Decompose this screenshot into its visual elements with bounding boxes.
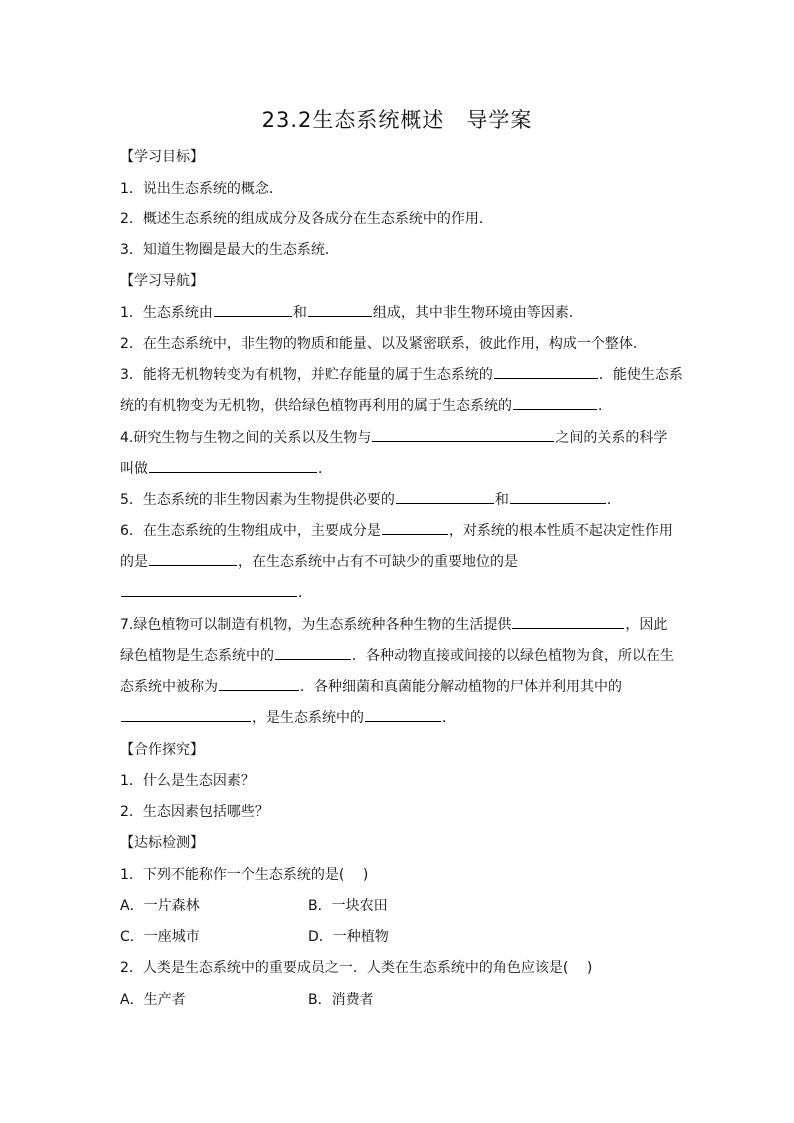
question-text: ，是生态系统中的 xyxy=(252,710,364,726)
nav-question-7-end xyxy=(120,707,680,727)
question-text: ，在生态系统中占有不可缺少的重要地位的是 xyxy=(238,554,518,570)
question-text: 叫做 xyxy=(120,461,148,477)
nav-question-6-end xyxy=(120,582,680,602)
goal-item: 3．知道生物圈是最大的生态系统． xyxy=(120,242,339,258)
nav-question-4 xyxy=(120,427,680,447)
section-heading-test: 【达标检测】 xyxy=(120,835,204,851)
test-question-2-options xyxy=(120,989,680,1009)
question-text: 和 xyxy=(494,492,509,508)
explore-question: 1．什么是生态因素？ xyxy=(120,773,255,789)
question-text: 和 xyxy=(292,305,307,321)
answer-blank[interactable] xyxy=(494,364,598,379)
test-question-1-options xyxy=(120,895,680,915)
question-text: ，对系统的根本性质不起决定性作用 xyxy=(448,523,673,539)
page-title: 23.2生态系统概述 导学案 xyxy=(261,108,533,132)
question-text: ． xyxy=(442,710,456,726)
question-text: ，因此 xyxy=(625,617,668,633)
nav-question-6 xyxy=(120,520,680,540)
question-text: 7.绿色植物可以制造有机物，为生态系统种各种生物的生活提供 xyxy=(120,617,512,633)
answer-blank[interactable] xyxy=(149,551,237,566)
answer-blank[interactable] xyxy=(219,676,299,691)
question-text: ．能使生态系 xyxy=(598,367,683,383)
section-heading-explore: 【合作探究】 xyxy=(120,742,204,758)
question-text: ．各种细菌和真菌能分解动植物的尸体并利用其中的 xyxy=(300,679,622,695)
answer-blank[interactable] xyxy=(372,427,554,442)
test-question-1-options xyxy=(120,926,680,946)
option-a[interactable]: A．生产者 xyxy=(120,992,186,1008)
question-text: 的是 xyxy=(120,554,148,570)
section-heading-goals: 【学习目标】 xyxy=(120,149,204,165)
question-text: 3．能将无机物转变为有机物，并贮存能量的属于生态系统的 xyxy=(120,367,493,383)
question-text: 之间的关系的科学 xyxy=(555,430,668,446)
option-c[interactable]: C．一座城市 xyxy=(120,929,200,945)
answer-blank[interactable] xyxy=(512,614,624,629)
nav-question-7-cont xyxy=(120,676,680,696)
option-d[interactable]: D．一种植物 xyxy=(308,929,389,945)
nav-question-7 xyxy=(120,614,680,634)
test-question-1: 1．下列不能称作一个生态系统的是( ) xyxy=(120,867,369,883)
test-question-2: 2．人类是生态系统中的重要成员之一．人类在生态系统中的角色应该是( ) xyxy=(120,960,593,976)
answer-blank[interactable] xyxy=(396,489,494,504)
nav-question-4-cont xyxy=(120,458,680,478)
nav-question-7-cont xyxy=(120,645,680,665)
section-heading-nav: 【学习导航】 xyxy=(120,273,204,289)
answer-blank[interactable] xyxy=(121,707,251,722)
answer-blank[interactable] xyxy=(382,520,448,535)
question-text: ． xyxy=(298,585,312,601)
nav-question-6-cont xyxy=(120,551,680,571)
question-text: ． xyxy=(598,398,612,414)
answer-blank[interactable] xyxy=(510,489,606,504)
question-text: 态系统中被称为 xyxy=(120,679,218,695)
question-text: ． xyxy=(318,461,332,477)
answer-blank[interactable] xyxy=(121,582,297,597)
question-text: 组成，其中非生物环境由等因素． xyxy=(372,305,583,321)
explore-question: 2．生态因素包括哪些？ xyxy=(120,804,269,820)
option-b[interactable]: B．一块农田 xyxy=(308,898,388,914)
answer-blank[interactable] xyxy=(513,395,597,410)
goal-item: 2．概述生态系统的组成成分及各成分在生态系统中的作用． xyxy=(120,211,493,227)
question-text: 1．生态系统由 xyxy=(120,305,213,321)
nav-question-1 xyxy=(120,302,680,322)
question-text: 6．在生态系统的生物组成中，主要成分是 xyxy=(120,523,381,539)
answer-blank[interactable] xyxy=(365,707,441,722)
question-text: ．各种动物直接或间接的以绿色植物为食，所以在生 xyxy=(352,648,674,664)
nav-question-3 xyxy=(120,364,683,384)
nav-question-2: 2．在生态系统中，非生物的物质和能量、以及紧密联系，彼此作用，构成一个整体． xyxy=(120,336,647,352)
option-a[interactable]: A．一片森林 xyxy=(120,898,200,914)
question-text: 统的有机物变为无机物，供给绿色植物再利用的属于生态系统的 xyxy=(120,398,512,414)
question-text: ． xyxy=(606,492,621,508)
answer-blank[interactable] xyxy=(149,458,317,473)
answer-blank[interactable] xyxy=(214,302,292,317)
answer-blank[interactable] xyxy=(308,302,372,317)
nav-question-3-cont xyxy=(120,395,680,415)
nav-question-5 xyxy=(120,489,680,509)
option-b[interactable]: B．消费者 xyxy=(308,992,374,1008)
question-text: 绿色植物是生态系统中的 xyxy=(120,648,274,664)
question-text: 5．生态系统的非生物因素为生物提供必要的 xyxy=(120,492,395,508)
goal-item: 1．说出生态系统的概念． xyxy=(120,181,283,197)
answer-blank[interactable] xyxy=(275,645,351,660)
question-text: 4.研究生物与生物之间的关系以及生物与 xyxy=(120,430,372,446)
